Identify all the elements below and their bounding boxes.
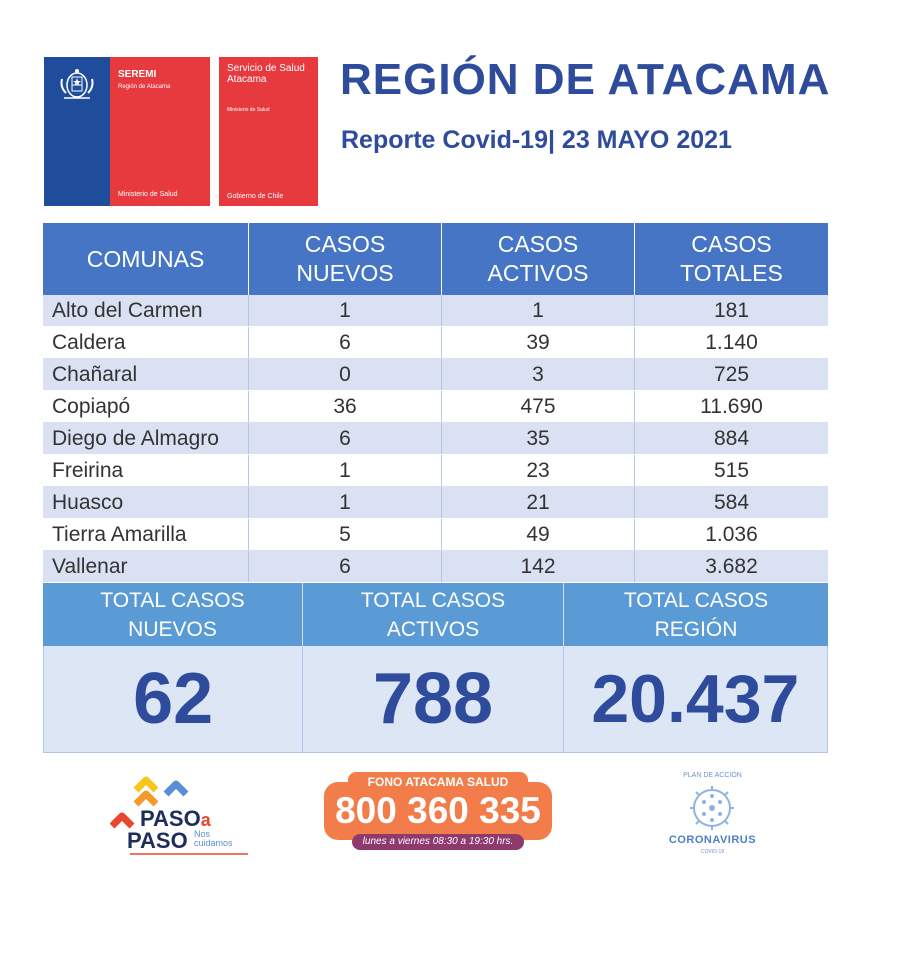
cell-nuevos: 0	[249, 359, 442, 390]
chile-crest-icon	[52, 65, 102, 103]
cell-nuevos: 1	[249, 295, 442, 326]
table-header	[43, 223, 828, 295]
table-row	[43, 295, 828, 327]
total-activos-value: 788	[303, 646, 563, 752]
cell-totales: 884	[713, 427, 750, 450]
header-casos-totales-label: CASOS TOTALES	[680, 231, 783, 286]
cell-comuna: Alto del Carmen	[43, 295, 249, 326]
total-region-label-text: TOTAL CASOS REGIÓN	[623, 588, 769, 641]
header-casos-nuevos	[249, 223, 442, 295]
cell-nuevos: 6	[249, 327, 442, 358]
paso-word-2: PASO	[127, 828, 188, 853]
totals-values	[43, 646, 828, 753]
cell-activos: 475	[442, 391, 635, 422]
cell-comuna: Diego de Almagro	[43, 423, 249, 454]
total-nuevos-label-text: TOTAL CASOS NUEVOS	[100, 588, 245, 641]
servicio-sub: Ministerio de Salud	[227, 107, 270, 113]
header-casos-nuevos-label: CASOS NUEVOS	[296, 231, 394, 286]
table-row	[43, 551, 828, 583]
cell-totales: 1.036	[705, 523, 758, 546]
cell-totales: 515	[713, 459, 750, 482]
paso-a: a	[200, 810, 211, 830]
plan-main-text: CORONAVIRUS	[668, 834, 757, 846]
total-region-label	[564, 583, 828, 646]
paso-nos-cuidamos	[194, 830, 233, 848]
seremi-logo-red	[110, 57, 210, 206]
page-subtitle: Reporte Covid-19| 23 MAYO 2021	[341, 126, 732, 154]
total-region-value: 20.437	[591, 661, 800, 737]
cell-totales: 1.140	[705, 331, 758, 354]
paso-nos: Nos	[194, 829, 211, 839]
seremi-logo-blue	[44, 57, 110, 206]
cell-activos: 3	[442, 359, 635, 390]
cell-comuna: Freirina	[43, 455, 249, 486]
paso-a-paso-logo	[110, 772, 250, 857]
total-nuevos-label	[43, 583, 303, 646]
seremi-region: Región de Atacama	[118, 84, 171, 90]
table-row	[43, 455, 828, 487]
fono-hours: lunes a viernes 08:30 a 19:30 hrs.	[352, 834, 524, 850]
cell-comuna: Vallenar	[43, 551, 249, 582]
paso-cuidamos: cuidamos	[194, 838, 233, 848]
cell-activos: 23	[442, 455, 635, 486]
cell-totales: 11.690	[700, 395, 763, 418]
servicio-title: Servicio de Salud Atacama	[227, 63, 305, 85]
cell-totales: 3.682	[705, 555, 758, 578]
cell-totales: 181	[713, 299, 750, 322]
cell-activos: 1	[442, 295, 635, 326]
seremi-footer: Ministerio de Salud	[118, 191, 178, 198]
page-title: REGIÓN DE ATACAMA	[340, 55, 831, 104]
cell-nuevos: 1	[249, 487, 442, 518]
table-row	[43, 391, 828, 423]
cell-activos: 49	[442, 519, 635, 550]
cell-comuna: Huasco	[43, 487, 249, 518]
fono-atacama-salud-banner[interactable]	[324, 772, 552, 850]
plan-accion-coronavirus-logo	[665, 768, 760, 863]
cell-activos: 142	[442, 551, 635, 582]
totals-panel	[43, 583, 828, 753]
table-row	[43, 327, 828, 359]
fono-title: FONO ATACAMA SALUD	[348, 772, 528, 792]
cell-activos: 39	[442, 327, 635, 358]
cell-activos: 21	[442, 487, 635, 518]
casos-table	[43, 223, 828, 583]
cell-totales: 584	[713, 491, 750, 514]
seremi-title: SEREMI	[118, 69, 157, 80]
seremi-logo	[44, 57, 210, 206]
cell-totales: 725	[713, 363, 750, 386]
table-row	[43, 359, 828, 391]
table-row	[43, 487, 828, 519]
cell-comuna: Copiapó	[43, 391, 249, 422]
paso-line2	[127, 828, 188, 854]
paso-word-1: PASO	[140, 806, 201, 831]
total-activos-label-text: TOTAL CASOS ACTIVOS	[360, 588, 506, 641]
cell-nuevos: 36	[249, 391, 442, 422]
table-row	[43, 423, 828, 455]
plan-top-text: PLAN DE ACCIÓN	[683, 772, 742, 779]
servicio-footer: Gobierno de Chile	[227, 193, 284, 200]
cell-activos: 35	[442, 423, 635, 454]
header-casos-activos	[442, 223, 635, 295]
fono-number[interactable]: 800 360 335	[335, 790, 541, 831]
cell-comuna: Chañaral	[43, 359, 249, 390]
cell-nuevos: 6	[249, 551, 442, 582]
total-nuevos-value: 62	[44, 646, 303, 752]
cell-nuevos: 1	[249, 455, 442, 486]
plan-sub-text: COVID-19	[700, 849, 725, 855]
cell-comuna: Tierra Amarilla	[43, 519, 249, 550]
cell-nuevos: 6	[249, 423, 442, 454]
cell-comuna: Caldera	[43, 327, 249, 358]
cell-nuevos: 5	[249, 519, 442, 550]
servicio-salud-logo	[219, 57, 318, 206]
table-row	[43, 519, 828, 551]
header-comunas: COMUNAS	[43, 223, 249, 295]
totals-header	[43, 583, 828, 646]
header-casos-activos-label: CASOS ACTIVOS	[487, 231, 589, 286]
header-casos-totales	[635, 223, 828, 295]
total-activos-label	[303, 583, 564, 646]
